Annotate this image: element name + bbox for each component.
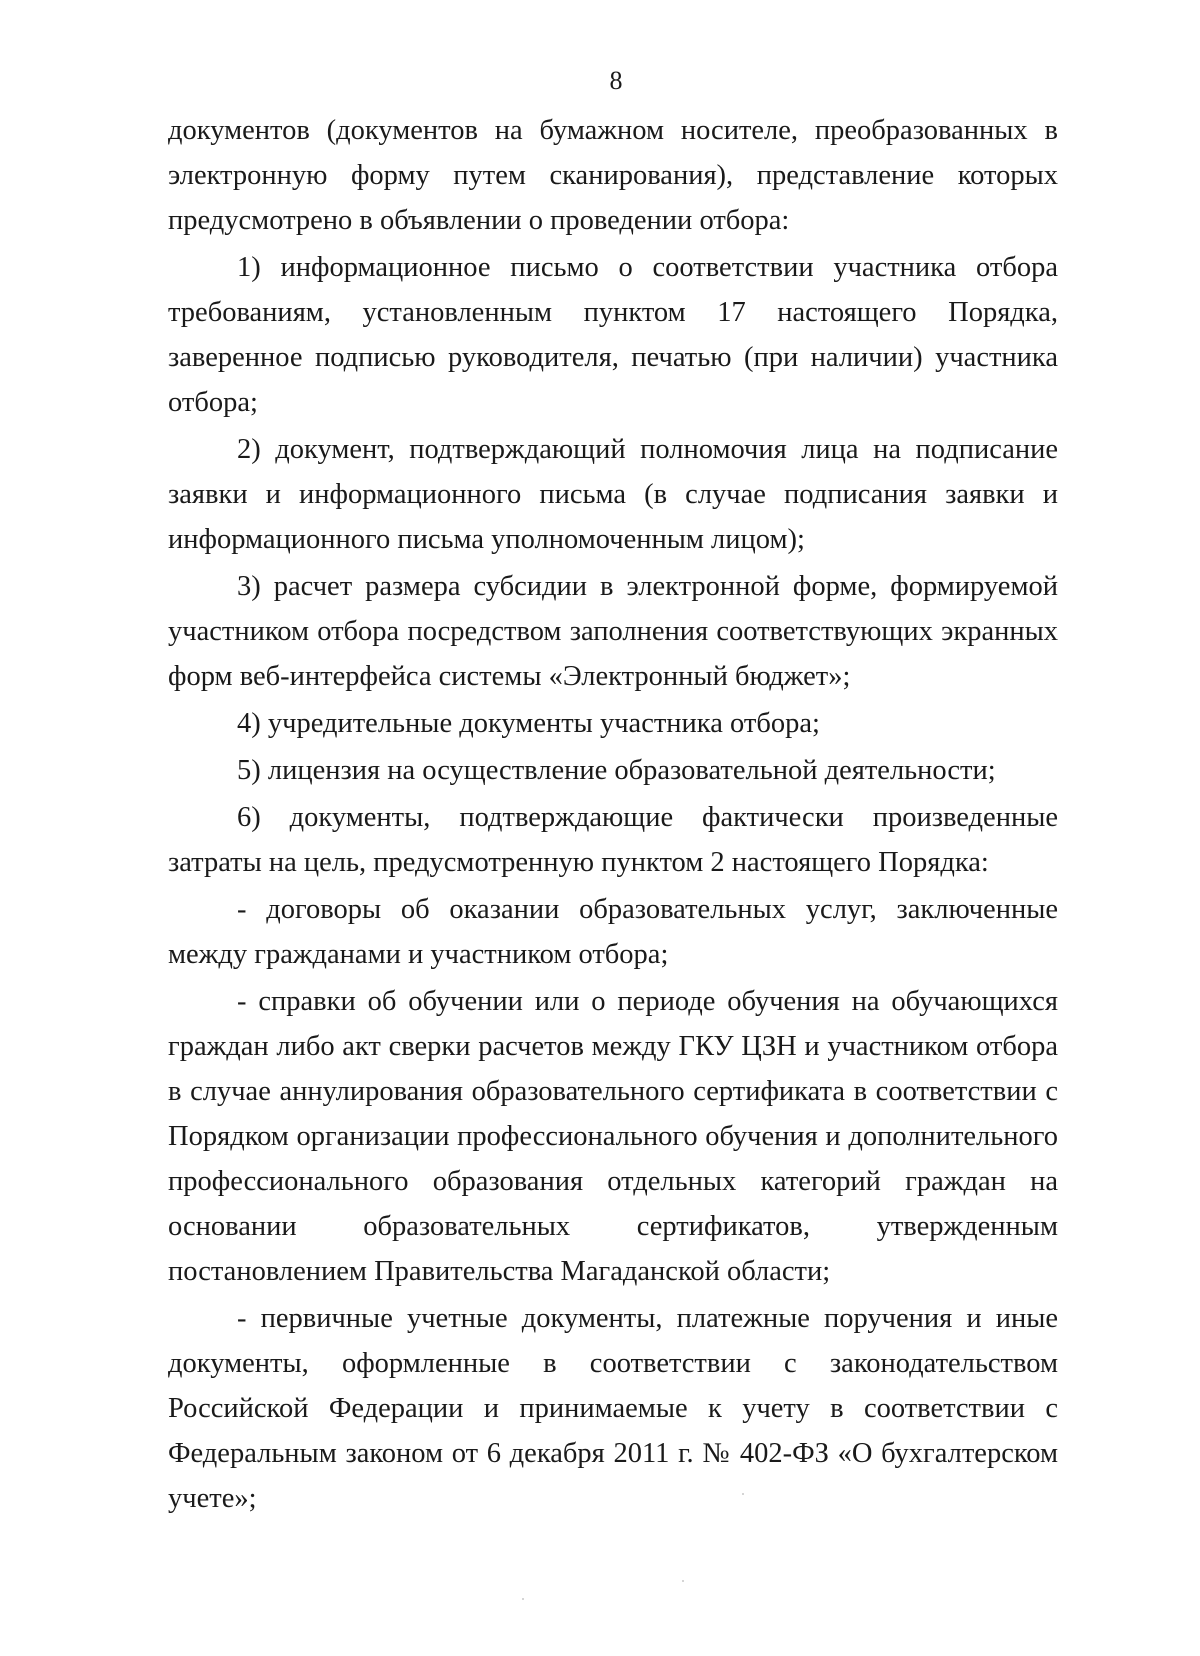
paragraph-item-3: 3) расчет размера субсидии в электронной форме, формируемой участником отбора посредством заполнения соответствующих экранных форм веб-интерфейса системы «Электронный бюджет»; xyxy=(168,571,1058,692)
paragraph-item-2: 2) документ, подтверждающий полномочия лица на подписание заявки и информационного письма (в случае подписания заявки и информационного письма уполномоченным лицом); xyxy=(168,434,1058,555)
paragraph-item-1: 1) информационное письмо о соответствии участника отбора требованиям, установленным пунктом 17 настоящего Порядка, заверенное подписью руководителя, печатью (при наличии) участника отбора; xyxy=(168,252,1058,418)
paragraph-item-6: 6) документы, подтверждающие фактически произведенные затраты на цель, предусмотренную пунктом 2 настоящего Порядка: xyxy=(168,802,1058,878)
paragraph-item-5: 5) лицензия на осуществление образовательной деятельности; xyxy=(237,755,996,786)
paragraph-dash-certificates: - справки об обучении или о периоде обучения на обучающихся граждан либо акт сверки расчетов между ГКУ ЦЗН и участником отбора в случае аннулирования образовательного сертификата в соответствии с Порядком организации профессионального обучения и дополнительного профессионального образования отдельных категорий граждан на основании образовательных сертификатов, утвержденным постановлением Правительства Магаданской области; xyxy=(168,986,1058,1287)
paragraph-dash-primary-docs: - первичные учетные документы, платежные поручения и иные документы, оформленные в соответствии с законодательством Российской Федерации и принимаемые к учету в соответствии с Федеральным законом от 6 декабря 2011 г. № 402-ФЗ «О бухгалтерском учете»; xyxy=(168,1303,1058,1514)
scan-speck xyxy=(742,1493,744,1495)
paragraph-item-4: 4) учредительные документы участника отбора; xyxy=(237,708,820,739)
page-number: 8 xyxy=(609,66,623,95)
scan-speck xyxy=(682,1580,684,1582)
paragraph: документов (документов на бумажном носителе, преобразованных в электронную форму путем сканирования), представление которых предусмотрено в объявлении о проведении отбора: xyxy=(168,115,1058,236)
document-body xyxy=(168,108,1058,1521)
scan-speck xyxy=(522,1598,524,1600)
paragraph-dash-contracts: - договоры об оказании образовательных услуг, заключенные между гражданами и участником отбора; xyxy=(168,894,1058,970)
